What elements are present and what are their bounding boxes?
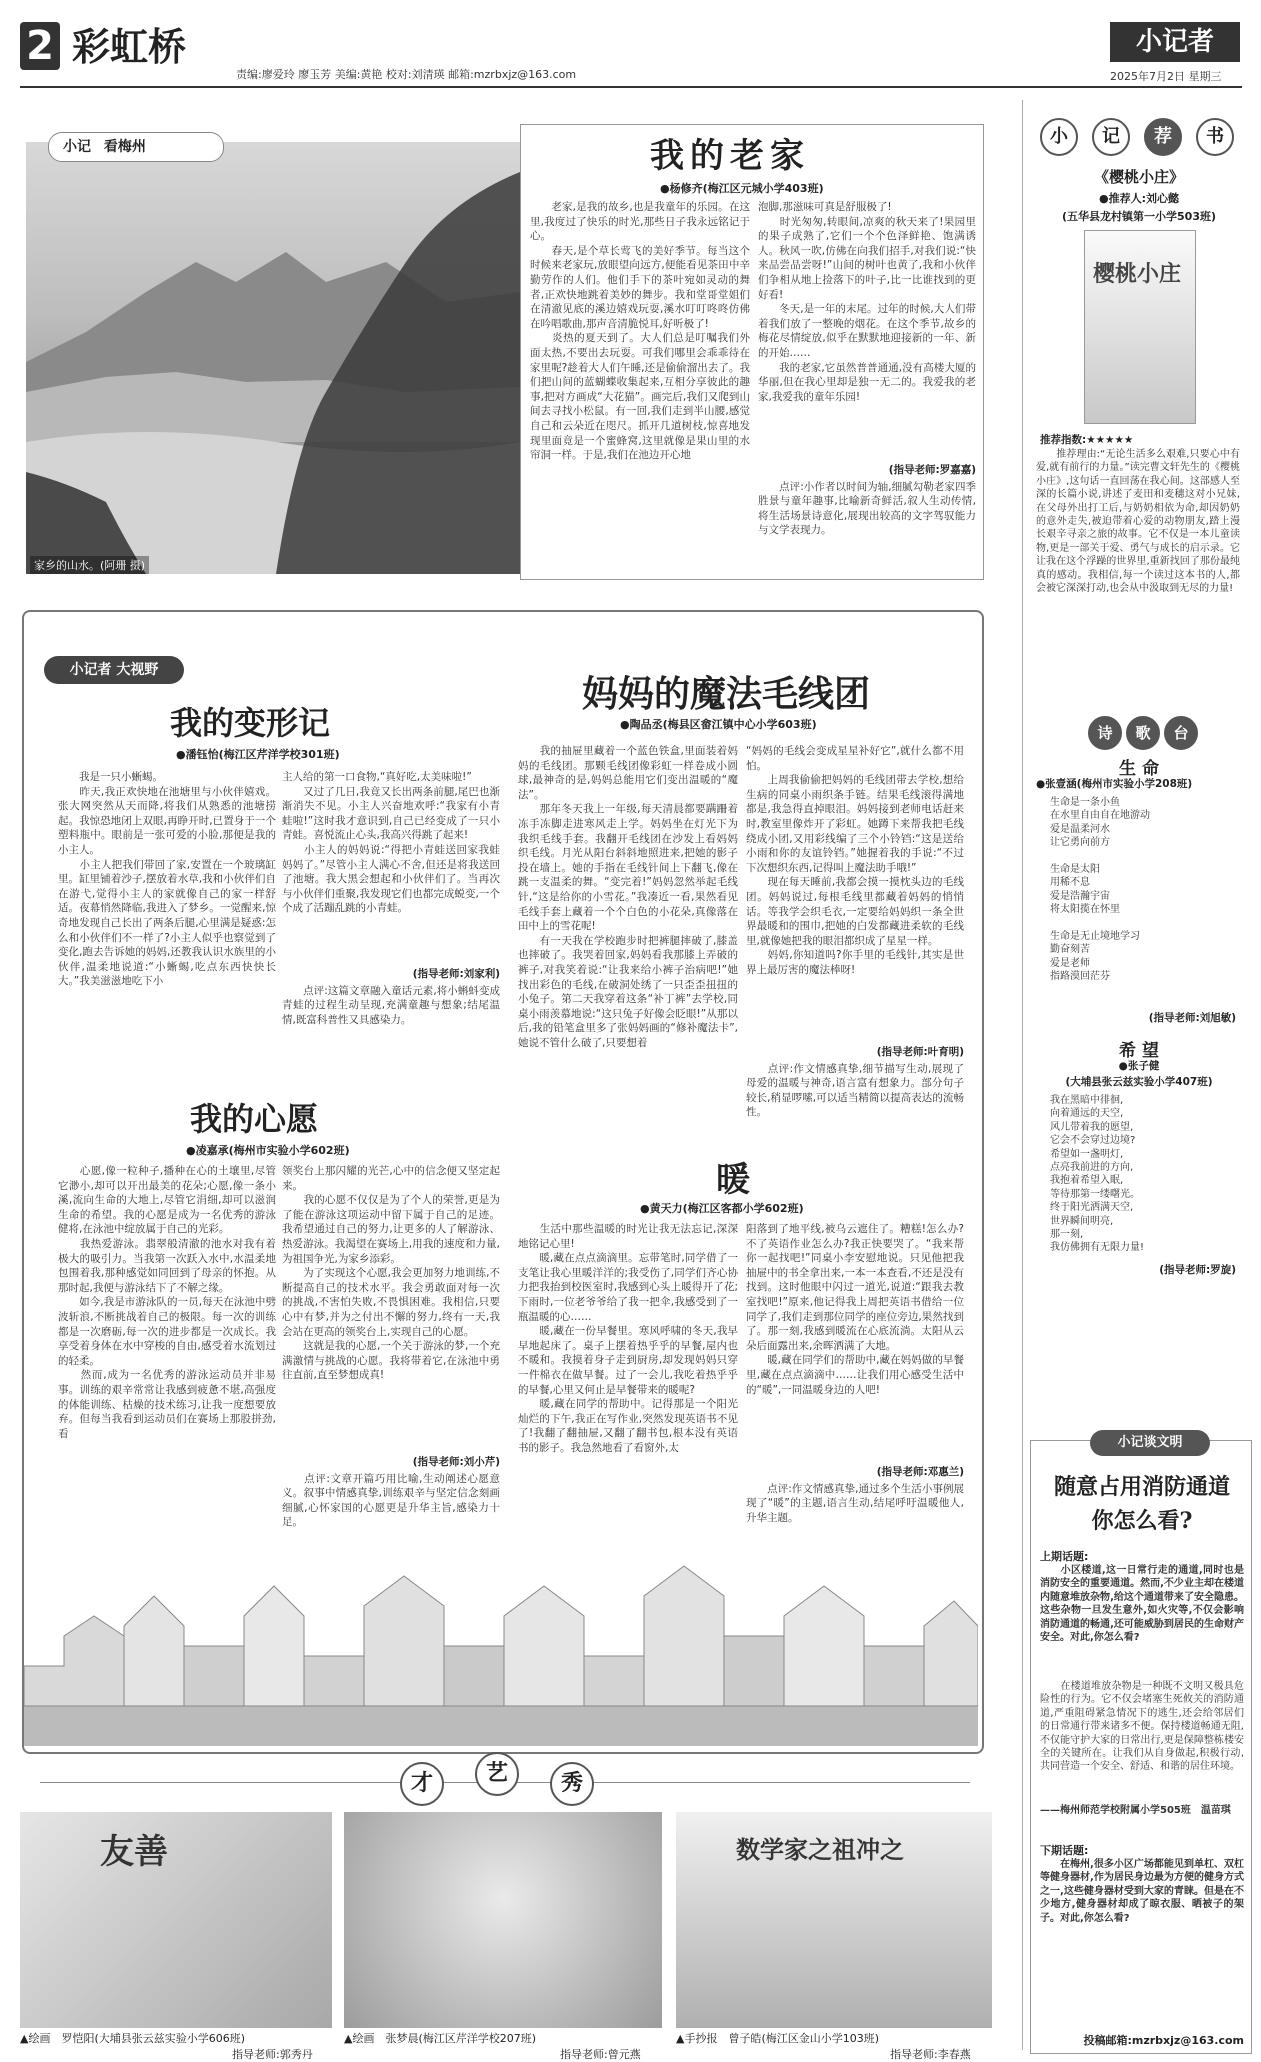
civic-next-label: 下期话题: xyxy=(1040,1844,1089,1857)
old-home-col2: 泡脚,那滋味可真是舒服极了! 时光匆匆,转眼间,凉爽的秋天来了!果园里的果子成熟了,它们一个个色泽鲜艳、饱满诱人。秋风一吹,仿佛在向我们招手,对我们说:“快来品尝品尝呀!”山间的树叶也黄了,我和小伙伴们争相从地上捡落下的叶子,比一比谁找到的更好看! 冬天,是一年的末尾。过年的时候,大人们带着我们放了一整晚的烟花。在这个季节,故乡的梅花尽情绽放,似乎在默默地迎接新的一年、新的开始…… 我的老家,它虽然普普通通,没有高楼大厦的华丽,但在我心里却是独一无二的。我爱我的老家,我爱我的童年乐园! xyxy=(758,201,976,403)
bianxing-col1: 我是一只小蜥蜴。 昨天,我正欢快地在池塘里与小伙伴嬉戏。张大网突然从天而降,将我们从熟悉的池塘捞起。我惊恐地闭上双眼,再睁开时,已置身于一个塑料瓶中。眼前是一张可爱的小脸,那便是我的小主人。 小主人把我们带回了家,安置在一个玻璃缸里。缸里铺着沙子,摆放着水草,我和小伙伴们自在游弋,觉得小主人的家就像自己的家一样舒适。夜幕悄然降临,我进入了梦乡。一觉醒来,惊奇地发现自己长出了两条后腿,心里满是疑惑:怎么和小伙伴们不一样了?小主人似乎也察觉到了变化,跑去告诉她的妈妈,还教我认识水族里的小伙伴,温柔地说道:“小蜥蜴,吃点东西快快长大。”我美滋滋地吃下小 xyxy=(58,771,276,988)
bianxing-comment: 点评:这篇文章融入童话元素,将小蝌蚪变成青蛙的过程生动呈现,充满童趣与想象;结尾温情,既富科普性又具感染力。 xyxy=(282,985,500,1026)
xinyuan-teacher: (指导老师:刘小芹) xyxy=(412,1456,500,1468)
recommend-char-3: 荐 xyxy=(1144,118,1182,156)
civic-next: 在梅州,很多小区广场都能见到单杠、双杠等健身器材,作为居民身边最为方便的健身方式之一,这些健身器材受到大家的青睐。但是在不少地方,健身器材却成了晾衣服、晒被子的架子。对此,你怎么看? xyxy=(1040,1859,1244,1924)
artwork-2-teacher: 指导老师:曾元燕 xyxy=(560,2048,641,2061)
section-title: 彩虹桥 xyxy=(72,24,187,69)
page-number: 2 xyxy=(20,22,60,70)
civic-label: 小记谈文明 xyxy=(1090,1430,1210,1456)
poem-char-2: 歌 xyxy=(1126,716,1160,750)
photo-tag-small: 小记 xyxy=(63,139,91,155)
xinyuan-col1: 心愿,像一粒种子,播种在心的土壤里,尽管它渺小,却可以开出最美的花朵;心愿,像一条小溪,流向生命的大地上,尽管它涓细,却可以滋润生命的希望。我的心愿是成为一名优秀的游泳健将,在泳池中绽放属于自己的光彩。 我热爱游泳。翡翠般清澈的池水对我有着极大的吸引力。当我第一次跃入水中,水温柔地包围着我,那种感觉如同回到了母亲的怀抱。从那时起,我便与游泳结下了不解之缘。 如今,我是市游泳队的一员,每天在泳池中劈波斩浪,不断挑战着自己的极限。每一次的训练都是一次磨砺,每一次的进步都是一次成长。我享受着身体在水中穿梭的自由,感受着水流划过的轻柔。 然而,成为一名优秀的游泳运动员并非易事。训练的艰辛常常让我感到疲惫不堪,高强度的体能训练、枯燥的技术练习,让我一度想要放弃。但每当我看到运动员们在赛场上那股拼劲,看 xyxy=(58,1165,276,1440)
xinyuan-author: ●凌嘉承(梅州市实验小学602班) xyxy=(186,1144,350,1157)
artwork-1-caption: ▲绘画 罗恺阳(大埔县张云兹实验小学606班) xyxy=(20,2032,246,2045)
header-rule xyxy=(20,86,1242,88)
poem-char-3: 台 xyxy=(1164,716,1198,750)
town-illustration xyxy=(24,1556,978,1746)
artwork-3-teacher: 指导老师:李春燕 xyxy=(890,2048,971,2061)
nuan-teacher: (指导老师:邓惠兰) xyxy=(876,1466,964,1478)
book-rating: 推荐指数:★★★★★ xyxy=(1040,434,1134,446)
maoxian-title: 妈妈的魔法毛线团 xyxy=(582,673,871,715)
artwork-2 xyxy=(344,1812,662,2028)
xinyuan-comment: 点评:文章开篇巧用比喻,生动阐述心愿意义。叙事中情感真挚,训练艰辛与坚定信念刻画细腻,心怀家国的心愿更是升华主旨,感染力十足。 xyxy=(282,1473,500,1529)
old-home-author: ●杨修齐(梅江区元城小学403班) xyxy=(660,182,824,195)
poem-char-1: 诗 xyxy=(1088,716,1122,750)
civic-headline-2: 你怎么看? xyxy=(1091,1508,1193,1534)
photo-caption: 家乡的山水。(阿珊 摄) xyxy=(30,556,149,574)
brand-box: 小记者 xyxy=(1110,22,1240,62)
poem1-title: 生 命 xyxy=(1119,759,1159,779)
talent-char-3: 秀 xyxy=(550,1762,594,1806)
landscape-illustration xyxy=(26,142,520,574)
artwork-2-caption: ▲绘画 张梦晨(梅江区芹洋学校207班) xyxy=(344,2032,537,2045)
landscape-photo xyxy=(26,142,520,574)
maoxian-col1: 我的抽屉里藏着一个蓝色铁盒,里面装着妈妈的毛线团。那颗毛线团像彩虹一样卷成小圆球,最神奇的是,妈妈总能用它们变出温暖的“魔法”。 那年冬天我上一年级,每天清晨都要蹒跚着冻手冻脚走进寒风走上学。妈妈坐在灯光下为我织毛线手套。我翻开毛线团在沙发上看妈妈织毛线。月光从阳台斜斜地照进来,把她的影子投在墙上。她的手指在毛线针间上下翻飞,像在跳一支温柔的舞。“变完着!”妈妈忽然举起毛线针,“这是给你的小雪花。”我凑近一看,果然看见毛线手套上藏着一个个白色的小花朵,真像落在田中上的雪花呢! 有一天我在学校跑步时把裤腿摔破了,膝盖也摔破了。我哭着回家,妈妈看我那膝上弄破的裤子,对我笑着说:“让我来给小裤子治病吧!”她找出彩色的毛线,在破洞处绣了一只歪歪扭扭的小兔子。第二天我穿着这条“补丁裤”去学校,同桌小雨羡慕地说:“这只兔子好像会眨眼!”从那以后,我的铅笔盒里多了张妈妈画的“修补魔法卡”,她说不管什么破了,只要想着 xyxy=(518,745,738,1049)
poem1-teacher: (指导老师:刘旭敏) xyxy=(1148,1012,1236,1024)
poem2-school: (大埔县张云兹实验小学407班) xyxy=(1065,1076,1213,1088)
recommend-char-2: 记 xyxy=(1092,118,1130,156)
nuan-author: ●黄天力(梅江区客都小学602班) xyxy=(640,1202,804,1215)
old-home-col1: 老家,是我的故乡,也是我童年的乐园。在这里,我度过了快乐的时光,那些日子我永远铭记于心。 春天,是个草长莺飞的美好季节。每当这个时候来老家玩,放眼望向远方,便能看见茶田中辛勤劳作的人们。他们手下的茶叶宛如灵动的舞者,正欢快地跳着美妙的舞步。我和堂哥堂姐们在清澈见底的溪边嬉戏玩耍,溪水叮叮咚咚仿佛在吟唱歌曲,那声音清脆悦耳,好听极了! 炎热的夏天到了。大人们总是叮嘱我们外面太热,不要出去玩耍。可我们哪里会乖乖待在家里呢?趁着大人们午睡,还是偷偷溜出去了。我们把山间的蓝蝴蝶收集起来,互相分享彼此的趣事,把对方画成“大花猫”。画完后,我们又爬到山间去寻找小松鼠。有一回,我们走到半山腰,感觉自己和云朵近在咫尺。抓开几道树枝,惊喜地发现里面竟是一个蜜蜂窝,这里就像是果山里的水帘洞一样。于是,我们在池边开心地 xyxy=(530,201,750,462)
nuan-col1: 生活中那些温暖的时光让我无法忘记,深深地铭记心里! 暖,藏在点点滴滴里。忘带笔时,同学借了一支笔让我心里暖洋洋的;我受伤了,同学们齐心协力把我抬到校医室时,我感到心头上暖得开了花;下雨时,一位老爷爷给了我一把伞,我感受到了一瓶温暖的心…… 暖,藏在一份早餐里。寒风呼啸的冬天,我早早地起床了。桌子上摆着热乎乎的早餐,屋内也不暖和。我摸着身子走到厨房,却发现妈妈只穿一件棉衣在做早餐。过了一会儿,我吃着热乎乎的早餐,心里又何止是早餐带来的暖呢? 暖,藏在同学的帮助中。记得那是一个阳光灿烂的下午,我正在写作业,突然发现英语书不见了!我翻了翻抽屉,又翻了翻书包,根本没有英语书的影子。我急然地看了看窗外,太 xyxy=(518,1223,738,1454)
book-title: 《樱桃小庄》 xyxy=(1093,168,1184,186)
maoxian-comment: 点评:作文情感真挚,细节描写生动,展现了母爱的温暖与神奇,语言富有想象力。部分句子较长,稍显啰嗦,可以适当精简以提高表达的流畅性。 xyxy=(746,1063,964,1119)
old-home-teacher: (指导老师:罗嘉嘉) xyxy=(888,464,976,476)
talent-char-2: 艺 xyxy=(475,1752,519,1796)
date: 2025年7月2日 星期三 xyxy=(1110,70,1222,83)
maoxian-col2: “妈妈的毛线会变成星星补好它”,就什么都不用怕。 上周我偷偷把妈妈的毛线团带去学校,想给生病的同桌小雨织条手链。结果毛线滚得满地都是,我急得直掉眼泪。妈妈接到老师电话赶来时,教室里像炸开了彩虹。她蹲下来帮我把毛线绕成小团,又用彩线编了三个小铃铛:“这是送给小雨和你的友谊铃铛。”她握着我的手说:“不过下次想织东西,记得叫上魔法助手哦!” 现在每天睡前,我都会摸一摸枕头边的毛线团。妈妈说过,每根毛线里都藏着妈妈的悄悄话。等我学会织毛衣,一定要给妈妈织一条全世界最暖和的围巾,把她的白发都藏进柔软的毛线里,就像她把我的眼泪都织成了星星一样。 妈妈,你知道吗?你手里的毛线针,其实是世界上最厉害的魔法棒呀! xyxy=(746,745,964,976)
bianxing-teacher: (指导老师:刘家利) xyxy=(412,968,500,980)
poem1-body: 生命是一条小鱼 在水里自由自在地游动 爱是温柔河水 让它勇向前方 生命是太阳 用稀不息 爱是浩瀚宇宙 将太阳揽在怀里 生命是无止境地学习 勤奋刻苦 爱是老师 指路漠回茫芬 xyxy=(1050,797,1150,983)
old-home-title: 我的老家 xyxy=(650,136,810,176)
book-school: (五华县龙村镇第一小学503班) xyxy=(1061,210,1216,223)
poem2-title: 希 望 xyxy=(1119,1041,1159,1061)
nuan-title: 暖 xyxy=(716,1160,750,1200)
recommend-char-1: 小 xyxy=(1040,118,1078,156)
poem2-author: ●张子健 xyxy=(1118,1060,1160,1072)
poem2-teacher: (指导老师:罗旋) xyxy=(1159,1264,1236,1276)
bianxing-author: ●潘钰怡(梅江区芹洋学校301班) xyxy=(176,748,340,761)
civic-answer-author: ——梅州师范学校附属小学505班 温苗琪 xyxy=(1040,1805,1231,1816)
recommend-char-4: 书 xyxy=(1196,118,1234,156)
nuan-comment: 点评:作文情感真挚,通过多个生活小事例展现了“暖”的主题,语言生动,结尾呼吁温暖他人,升华主题。 xyxy=(746,1483,964,1524)
photo-tag xyxy=(48,132,224,162)
right-column-rule xyxy=(1022,100,1023,2050)
poem1-author: ●张壹涵(梅州市实验小学208班) xyxy=(1036,778,1193,790)
artwork-1 xyxy=(20,1812,332,2028)
xinyuan-title: 我的心愿 xyxy=(190,1100,319,1138)
xinyuan-col2: 领奖台上那闪耀的光芒,心中的信念便又坚定起来。 我的心愿不仅仅是为了个人的荣誉,更是为了能在游泳这项运动中留下属于自己的足迹。我希望通过自己的努力,让更多的人了解游泳、热爱游泳。我渴望在赛场上,用我的速度和力量,为祖国争光,为家乡添彩。 为了实现这个心愿,我会更加努力地训练,不断提高自己的技术水平。我会勇敢面对每一次的挑战,不害怕失败,不畏惧困难。我相信,只要心中有梦,并为之付出不懈的努力,终有一天,我会站在更高的领奖台上,实现自己的心愿。 这就是我的心愿,一个关于游泳的梦,一个充满激情与挑战的心愿。我将带着它,在泳池中勇往直前,直至梦想成真! xyxy=(282,1165,500,1382)
book-recommender: ●推荐人:刘心懿 xyxy=(1099,192,1179,205)
civic-topic-label: 上期话题: xyxy=(1040,1550,1089,1563)
old-home-comment: 点评:小作者以时间为轴,细腻勾勒老家四季胜景与童年趣事,比喻新奇鲜活,叙人生动传情,将生活场景诗意化,展现出较高的文字驾驭能力与文学表现力。 xyxy=(758,481,976,537)
civic-email: 投稿邮箱:mzrbxjz@163.com xyxy=(1083,2034,1244,2047)
book-cover-text: 樱桃小庄 xyxy=(1093,261,1182,287)
book-cover xyxy=(1084,230,1196,424)
maoxian-teacher: (指导老师:叶育明) xyxy=(876,1046,964,1058)
civic-headline-1: 随意占用消防通道 xyxy=(1053,1474,1230,1500)
staff-line: 责编:廖爱玲 廖玉芳 美编:黄艳 校对:刘清瑛 邮箱:mzrbxjz@163.com xyxy=(236,68,577,81)
artwork-3-caption: ▲手抄报 曾子皓(梅江区金山小学103班) xyxy=(676,2032,880,2045)
bianxing-title: 我的变形记 xyxy=(170,704,331,742)
bianxing-col2: 主人给的第一口食物,“真好吃,太美味啦!” 又过了几日,我竟又长出两条前腿,尾巴也渐渐消失不见。小主人兴奋地欢呼:“我家有小青蛙啦!”这时我才意识到,自己已经变成了一只小青蛙。喜悦流止心头,我高兴得跳了起来! 小主人的妈妈说:“得把小青蛙送回家我蛙妈妈了。”尽管小主人满心不舍,但还是将我送回了池塘。我大黑会想起和小伙伴们了。当再次与小伙伴们重聚,我发现它们也都完成蜕变,一个个成了活蹦乱跳的小青蛙。 xyxy=(282,771,500,915)
maoxian-author: ●陶品丞(梅县区畲江镇中心小学603班) xyxy=(620,718,817,731)
artwork-3 xyxy=(676,1812,992,2028)
artwork-3-text: 数学家之祖冲之 xyxy=(736,1835,904,1864)
book-reason: 推荐理由:“无论生活多么艰难,只要心中有爱,就有前行的力量。”读完曹文轩先生的《樱桃小庄》,这句话一直回荡在我心间。这部感人至深的长篇小说,讲述了麦田和麦穗这对小兄妹,在父母外出打工后,与奶奶相依为命,却因奶奶的意外走失,被迫带着心爱的动物朋友,踏上漫长艰辛寻亲之旅的故事。它不仅是一本儿童读物,更是一部关于爱、勇气与成长的启示录。它让我在这个浮躁的世界里,重新找回了那份最纯真的感动。我相信,每一个读过这本书的人,都会被它深深打动,也会从中汲取到无尽的力量! xyxy=(1036,449,1240,595)
civic-topic: 小区楼道,这一日常行走的通道,同时也是消防安全的重要通道。然而,不少业主却在楼道内随意堆放杂物,给这个通道带来了安全隐患。这些杂物一旦发生意外,如火灾等,不仅会影响消防通道的畅通,还可能威胁到居民的生命财产安全。对此,你怎么看? xyxy=(1040,1565,1244,1644)
artwork-1-teacher: 指导老师:郭秀丹 xyxy=(232,2048,313,2061)
talent-char-1: 才 xyxy=(400,1762,444,1806)
photo-tag-main: 看梅州 xyxy=(103,139,146,155)
artwork-1-text: 友善 xyxy=(100,1832,168,1872)
nuan-col2: 阳落到了地平线,被乌云遮住了。糟糕!怎么办?不了英语作业怎么办?我正快要哭了。“我来帮你一起找吧!”同桌小李安慰地说。只见他把我抽屉中的书全拿出来,一本一本查看,不还是没有找到。这时他眼中闪过一道光,说道:“跟我去教室找吧!”原来,他记得我上周把英语书借给一位同学了,我们走到那位同学的座位旁边,果然找到了。那一刻,我感到暖流在心底流淌。太阳从云朵后面露出来,余晖洒满了大地。 暖,藏在同学们的帮助中,藏在妈妈做的早餐里,藏在点点滴滴中……让我们用心感受生活中的“暖”,一同温暖身边的人吧! xyxy=(746,1223,964,1396)
world-label: 小记者 大视野 xyxy=(44,656,184,684)
poem2-body: 我在黑暗中徘徊, 向着通远的天空, 风儿带着我的愿望, 它会不会穿过边境? 希望如一盏明灯, 点亮我前进的方向, 我抱着希望入眠, 等待那第一缕曙光。 终于阳光洒满天空, 世界瞬间明亮, 那一刻, 我仿佛拥有无限力量! xyxy=(1050,1095,1145,1254)
civic-answer: 在楼道堆放杂物是一种既不文明又极具危险性的行为。它不仅会堵塞生死攸关的消防通道,严重阻碍紧急情况下的逃生,还会给邻居们的日常通行带来诸多不便。保持楼道畅通无阻,不仅能守护大家的日常出行,更是保障整栋楼安全的关键所在。让我们从自身做起,积极行动,共同营造一个安全、舒适、和谐的居住环境。 xyxy=(1040,1681,1244,1773)
